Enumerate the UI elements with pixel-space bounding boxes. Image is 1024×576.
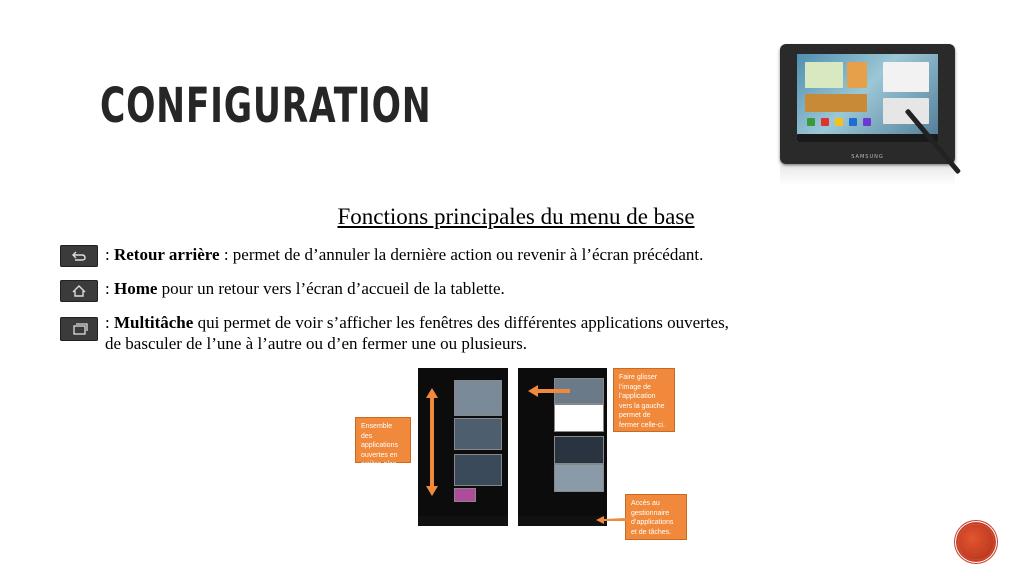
callout-swipe-close: Faire glisser l’image de l’application vers la gauche permet de fermer celle-ci. xyxy=(613,368,675,432)
tablet-reflection xyxy=(780,166,955,186)
item-multitask-description: qui permet de voir s’afficher les fenêtres des différentes applications ouvertes, xyxy=(193,313,729,332)
callout-background-apps: Ensemble des applications ouvertes en arrière-plan. xyxy=(355,417,411,463)
tablet-image xyxy=(780,44,955,164)
item-multitask-description-2: de basculer de l’une à l’autre ou d’en fermer une ou plusieurs. xyxy=(105,334,527,353)
item-prefix: : xyxy=(105,279,114,298)
item-back-description: : permet de d’annuler la dernière action ou revenir à l’écran précédant. xyxy=(219,245,704,264)
recent-apps-swipe-screenshot xyxy=(518,368,607,526)
item-home-description: pour un retour vers l’écran d’accueil de la tablette. xyxy=(157,279,505,298)
home-icon xyxy=(60,280,98,302)
item-home-label: Home xyxy=(113,279,158,298)
left-arrow-icon xyxy=(526,384,572,398)
multitask-icon xyxy=(60,317,98,341)
slide-title: CONFIGURATION xyxy=(100,78,432,134)
item-home-text xyxy=(105,278,505,299)
presentation-logo xyxy=(958,524,994,560)
item-back-label: Retour arrière xyxy=(113,245,220,264)
item-prefix: : xyxy=(105,313,114,332)
item-prefix: : xyxy=(105,245,114,264)
callout-task-manager: Accès au gestionnaire d’applications et de tâches. xyxy=(625,494,687,540)
callout-pointer-icon xyxy=(596,514,626,524)
section-subtitle: Fonctions principales du menu de base xyxy=(337,204,695,229)
vertical-arrow-icon xyxy=(424,386,440,498)
recent-apps-screenshot xyxy=(418,368,508,526)
back-icon xyxy=(60,245,98,267)
item-multitask-text xyxy=(105,312,729,354)
tablet-brand: SAMSUNG xyxy=(851,154,884,160)
tablet-screen xyxy=(797,54,938,142)
item-multitask-label: Multitâche xyxy=(113,313,194,332)
item-back-text xyxy=(105,244,703,265)
